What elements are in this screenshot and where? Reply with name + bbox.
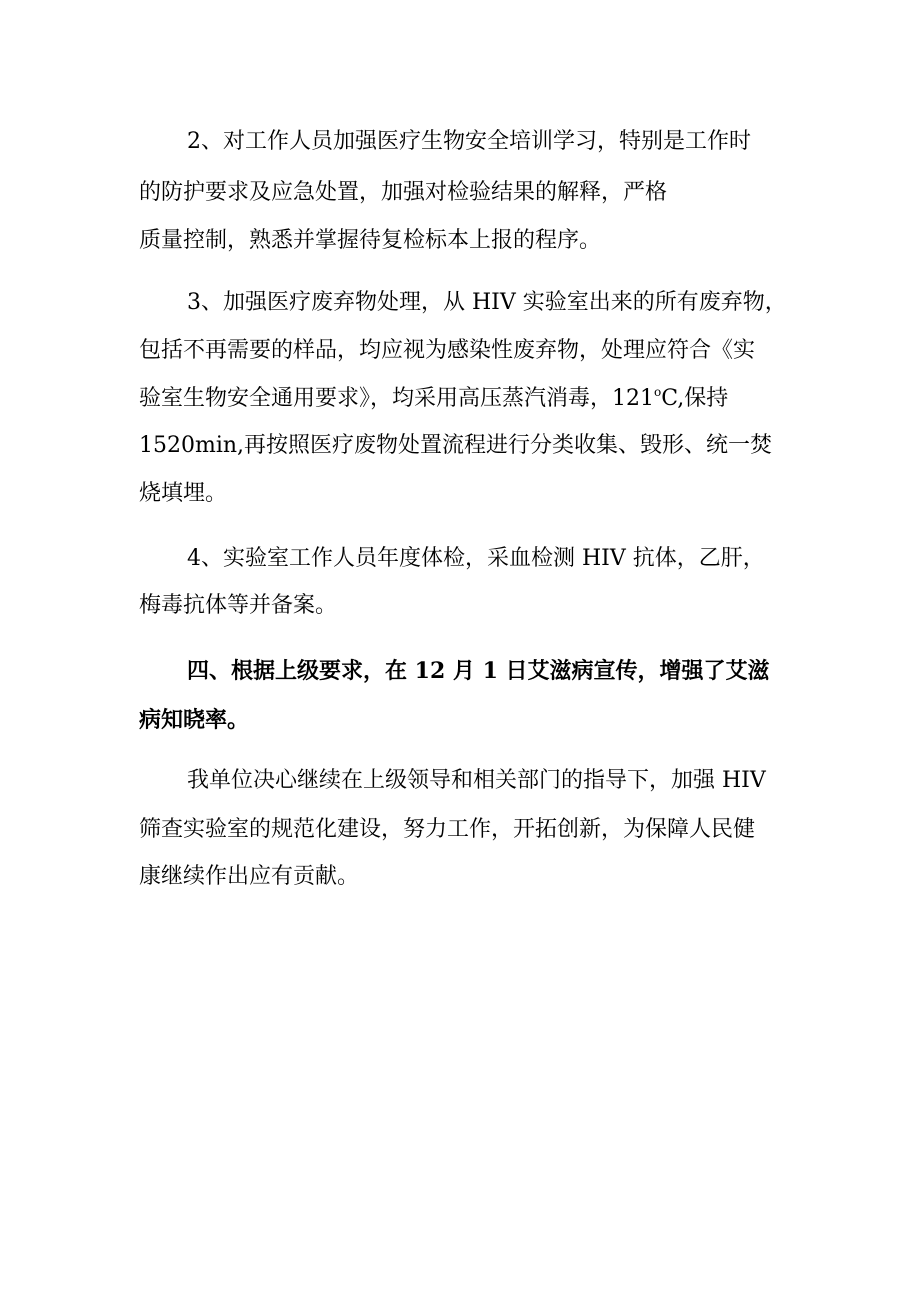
paragraph-2-line-1 <box>0 122 920 162</box>
text-line: 3、加强医疗废弃物处理，从 HIV 实验室出来的所有废弃物， <box>187 290 787 315</box>
text-line <box>139 379 728 419</box>
paragraph-2-line-3 <box>0 221 920 261</box>
text-line: 质量控制，熟悉并掌握待复检标本上报的程序。 <box>139 228 602 253</box>
text-line: 康继续作出应有贡献。 <box>139 864 360 889</box>
paragraph-2-line-2 <box>0 173 920 213</box>
heading-text: 四、根据上级要求，在 12 月 1 日艾滋病宣传，增强了艾滋 <box>187 658 770 684</box>
text-segment: 验室生物安全通用要求》，均采用高压蒸汽消毒，121 <box>139 386 654 411</box>
text-line: 4、实验室工作人员年度体检，采血检测 HIV 抗体，乙肝， <box>187 546 765 571</box>
text-line: 包括不再需要的样品，均应视为感染性废弃物，处理应符合《实 <box>139 338 756 363</box>
paragraph-3-line-2 <box>0 331 920 371</box>
text-line: 筛查实验室的规范化建设，努力工作，开拓创新，为保障人民健 <box>139 817 756 842</box>
text-segment: C,保持 <box>661 386 729 411</box>
paragraph-5-line-2 <box>0 810 920 850</box>
paragraph-5-line-1 <box>0 761 920 801</box>
text-line: 烧填埋。 <box>139 481 228 506</box>
paragraph-5-line-3 <box>0 857 920 897</box>
text-line: 1520min,再按照医疗废物处置流程进行分类收集、毁形、统一焚 <box>139 433 773 458</box>
text-line: 梅毒抗体等并备案。 <box>139 593 338 618</box>
section-heading-line-2 <box>0 700 920 740</box>
paragraph-4-line-2 <box>0 586 920 626</box>
text-line: 2、对工作人员加强医疗生物安全培训学习，特别是工作时 <box>187 129 751 154</box>
paragraph-3-line-3 <box>0 379 920 419</box>
heading-text: 病知晓率。 <box>139 707 250 733</box>
text-line: 我单位决心继续在上级领导和相关部门的指导下，加强 HIV <box>187 768 766 793</box>
paragraph-3-line-1 <box>0 283 920 323</box>
paragraph-4-line-1 <box>0 539 920 579</box>
paragraph-3-line-4 <box>0 426 920 466</box>
degree-superscript: o <box>654 385 662 399</box>
paragraph-3-line-5 <box>0 474 920 514</box>
section-heading-line-1 <box>0 651 920 691</box>
text-line: 的防护要求及应急处置，加强对检验结果的解释，严格 <box>139 180 668 205</box>
